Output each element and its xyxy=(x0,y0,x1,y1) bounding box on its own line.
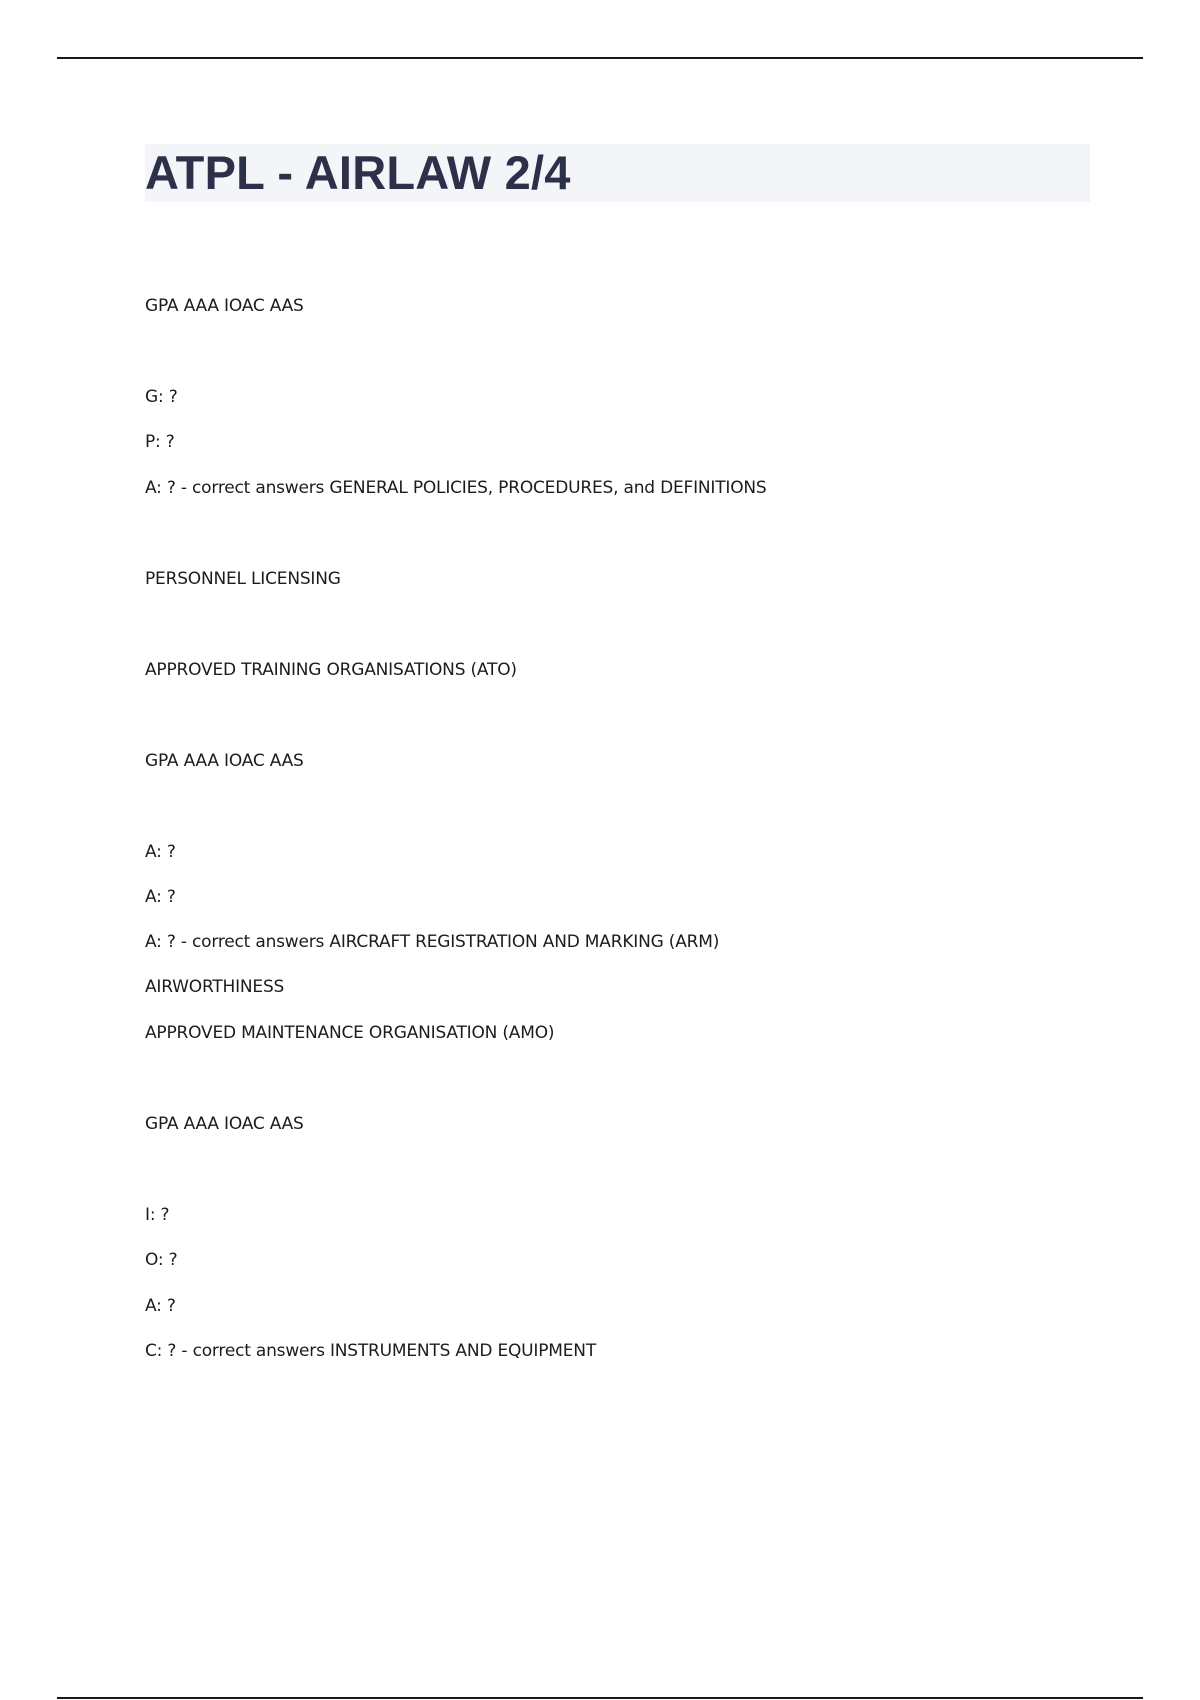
document-title: ATPL - AIRLAW 2/4 xyxy=(145,146,571,199)
line-i-question: I: ? xyxy=(145,1205,170,1225)
line-section-heading-2: GPA AAA IOAC AAS xyxy=(145,751,304,771)
line-a-answer-2: A: ? - correct answers AIRCRAFT REGISTRATION AND MARKING (ARM) xyxy=(145,932,720,952)
line-ato: APPROVED TRAINING ORGANISATIONS (ATO) xyxy=(145,660,517,680)
line-a-answer-1: A: ? - correct answers GENERAL POLICIES, PROCEDURES, and DEFINITIONS xyxy=(145,478,767,498)
line-personnel-licensing: PERSONNEL LICENSING xyxy=(145,569,341,589)
line-section-heading-3: GPA AAA IOAC AAS xyxy=(145,1114,304,1134)
line-section-heading-1: GPA AAA IOAC AAS xyxy=(145,296,304,316)
top-rule xyxy=(57,57,1143,59)
line-a-question-3: A: ? xyxy=(145,1296,176,1316)
bottom-rule xyxy=(57,1697,1143,1699)
line-o-question: O: ? xyxy=(145,1250,178,1270)
line-a-question-2: A: ? xyxy=(145,887,176,907)
line-airworthiness: AIRWORTHINESS xyxy=(145,977,285,997)
line-c-answer: C: ? - correct answers INSTRUMENTS AND EQUIPMENT xyxy=(145,1341,597,1361)
line-amo: APPROVED MAINTENANCE ORGANISATION (AMO) xyxy=(145,1023,555,1043)
line-g-question: G: ? xyxy=(145,387,178,407)
line-a-question-1: A: ? xyxy=(145,842,176,862)
line-p-question: P: ? xyxy=(145,432,175,452)
